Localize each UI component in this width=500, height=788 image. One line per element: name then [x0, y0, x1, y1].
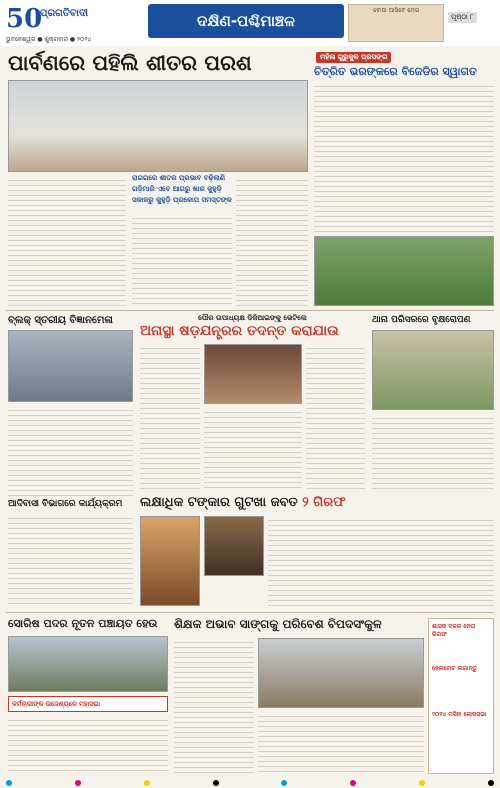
sidebar-item: ୨୦୨୪ ମସିହା ଲୋକସଭା [432, 711, 487, 718]
conspiracy-body-text [204, 408, 302, 492]
magenta-mark [350, 780, 356, 786]
black-mark [213, 780, 219, 786]
sports-headline: ଚିତ୍ରିତ ଭରଙ୍କରେ ବିଜେଡିର ସ୍ୱାଗତ [314, 65, 477, 78]
section-title: ଦକ୍ଷିଣ-ପଶ୍ଚିମାଞ୍ଚଳ [148, 4, 344, 38]
page-number: ପୃଷ୍ଠା ୮ [448, 12, 477, 23]
science-body-text [8, 406, 133, 496]
science-photo [8, 330, 133, 402]
divider [6, 310, 494, 311]
tree-photo [372, 330, 494, 410]
yellow-mark [419, 780, 425, 786]
gutkha-headline-accent: ୨ ଗିରଫ [302, 495, 346, 510]
lead-bullets [132, 174, 232, 207]
tree-headline: ଥାନା ପରିସରରେ ବୃକ୍ଷରୋପଣ [372, 315, 471, 325]
lead-bullet: ରାଗଗରେ ଶୀତର ପ୍ରଭାବ ବଢ଼ିଲାଣି [132, 174, 226, 182]
lead-body-text [8, 176, 126, 306]
teacher-photo [258, 638, 424, 708]
top-advertisement [348, 4, 444, 42]
tree-body-text [372, 414, 494, 492]
print-registration-marks [0, 778, 500, 788]
black-mark [488, 780, 494, 786]
cyan-mark [6, 780, 12, 786]
sidebar-item: ଶାସକ ଦଳର ନେତା ଗିରଫ [432, 623, 476, 638]
magenta-mark [75, 780, 81, 786]
panchayat-body-text [8, 716, 168, 774]
yellow-mark [144, 780, 150, 786]
newspaper-name: ପ୍ରଗତିବାଦୀ [40, 8, 89, 19]
lead-body-text [132, 214, 232, 306]
sports-kicker: ମହିଳା ଗୁରୁକୁଳ ପ୍ରସଙ୍ଗ [316, 52, 391, 63]
sports-photo [314, 236, 494, 306]
teacher-body-text [174, 638, 254, 774]
teacher-headline: ଶିକ୍ଷକ ଅଭାବ ସାଙ୍ଗକୁ ପରିବେଶ ବିପଦସଂକୁଳ [174, 617, 382, 631]
lead-photo [8, 80, 308, 172]
panchayat-photo [8, 636, 168, 692]
workshop-body-text [8, 514, 133, 608]
conspiracy-body-text [306, 344, 365, 492]
gutkha-body-text [268, 516, 494, 606]
panchayat-headline: ସୋରିଷ ପଦର ନୂତନ ପଞ୍ଚାୟତ ହେଉ [8, 617, 158, 630]
gutkha-accused-photo [204, 516, 264, 576]
teacher-body-text [258, 712, 424, 774]
conspiracy-kicker: ପୌର ଉପାଧ୍ୟକ୍ଷ ଡିଜିଆଇଙ୍କୁ ଭେଟିଲେ [198, 314, 307, 322]
gutkha-photo [140, 516, 200, 606]
sidebar-item: ହେଲମେଟ ଲଗାନ୍ତୁ [432, 665, 478, 672]
anniversary-logo: 50 [6, 4, 43, 34]
lead-bullet: ଗଡ଼ିମାରି ଏବେ ଆଗରୁ ଖାର କୁହୁଡ଼ି [132, 185, 222, 193]
lead-bullet: ସକାଳରୁ କୁହୁଡ଼ି ପ୍ରକୋପ ସମସ୍ତଙ୍କ [132, 196, 232, 204]
gutkha-headline-main: ଲକ୍ଷାଧିକ ଟଙ୍କାର ଗୁଟଖା ଜବତ [140, 495, 298, 510]
lead-body-text [236, 176, 308, 306]
sidebar-briefs [428, 618, 494, 774]
gutkha-headline [140, 496, 494, 510]
science-headline: ବ୍ଲକ୍ ସ୍ତରୀୟ ବିଜ୍ଞାନମେଳା [8, 315, 113, 326]
cyan-mark [281, 780, 287, 786]
masthead [0, 0, 500, 46]
conspiracy-headline: ଅନାସ୍ଥା ଷଡ଼ଯନ୍ତ୍ରର ତଦନ୍ତ କରାଯାଉ [140, 323, 339, 339]
conspiracy-photo [204, 344, 302, 404]
workshop-headline: ଆଦିବାସୀ ବିଭାଗରେ କାର୍ଯ୍ୟକ୍ରମ [8, 499, 123, 509]
dateline: ଭୁବନେଶ୍ୱର ● ଶୁକ୍ରବାର ● ୨୦୨୪ [6, 36, 92, 43]
top-ad-text: ବୋଉ ଆସିବେ ମେସ [373, 7, 419, 14]
conspiracy-body-text [140, 344, 200, 492]
panchayat-subhead: କର୍ମଚାରୀଙ୍କ ଉଦ୍ଦେଶ୍ୟରେ ମହାସଭା [12, 700, 101, 708]
panchayat-subhead-box [8, 696, 168, 712]
sports-body-text [314, 82, 494, 232]
divider [6, 612, 494, 613]
lead-headline: ପାର୍ବଣରେ ପହିଲି ଶୀତର ପରଶ [8, 50, 252, 75]
